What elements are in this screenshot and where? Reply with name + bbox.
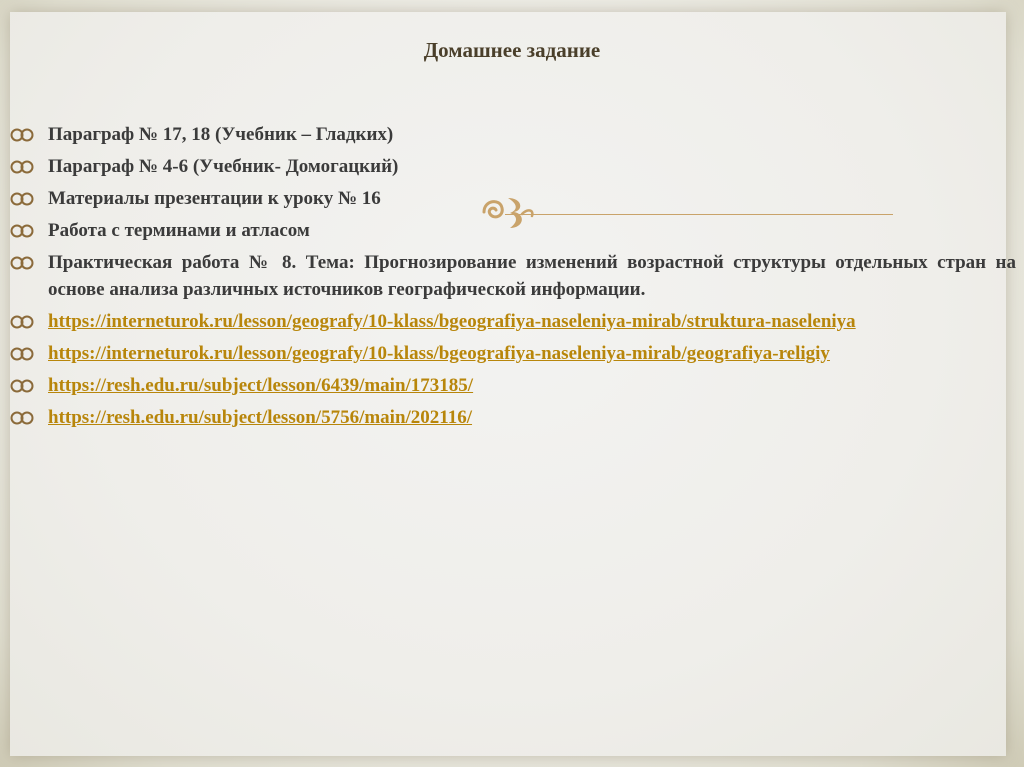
list-item (8, 404, 1016, 431)
link-ring-icon (8, 217, 48, 244)
resource-link[interactable]: https://resh.edu.ru/subject/lesson/5756/main/202116/ (48, 407, 473, 428)
list-item (8, 121, 1016, 148)
item-text: Материалы презентации к уроку № 16 (48, 188, 381, 209)
item-text: Параграф № 4-6 (Учебник- Домогацкий) (48, 156, 399, 177)
resource-link[interactable]: https://interneturok.ru/lesson/geografy/10-klass/bgeografiya-naseleniya-mirab/struktura-naseleniya (48, 311, 856, 332)
link-ring-icon (8, 153, 48, 180)
list-item (8, 185, 1016, 212)
slide-title: Домашнее задание (423, 38, 601, 62)
list-item (8, 249, 1016, 303)
item-text: Работа с терминами и атласом (48, 220, 310, 241)
item-text: Параграф № 17, 18 (Учебник – Гладких) (48, 124, 394, 145)
list-item (8, 308, 1016, 335)
list-item (8, 153, 1016, 180)
link-ring-icon (8, 308, 48, 335)
link-ring-icon (8, 404, 48, 431)
resource-link[interactable]: https://interneturok.ru/lesson/geografy/10-klass/bgeografiya-naseleniya-mirab/geografiya-religiy (48, 343, 830, 364)
link-ring-icon (8, 185, 48, 212)
link-ring-icon (8, 340, 48, 367)
list-item (8, 372, 1016, 399)
resource-link[interactable]: https://resh.edu.ru/subject/lesson/6439/main/173185/ (48, 375, 474, 396)
list-item (8, 217, 1016, 244)
homework-list (8, 121, 1016, 436)
item-text: Практическая работа № 8. Тема: Прогнозирование изменений возрастной структуры отдельных стран на основе анализа различных источников географической информации. (48, 252, 1016, 300)
link-ring-icon (8, 121, 48, 148)
link-ring-icon (8, 249, 48, 276)
list-item (8, 340, 1016, 367)
link-ring-icon (8, 372, 48, 399)
